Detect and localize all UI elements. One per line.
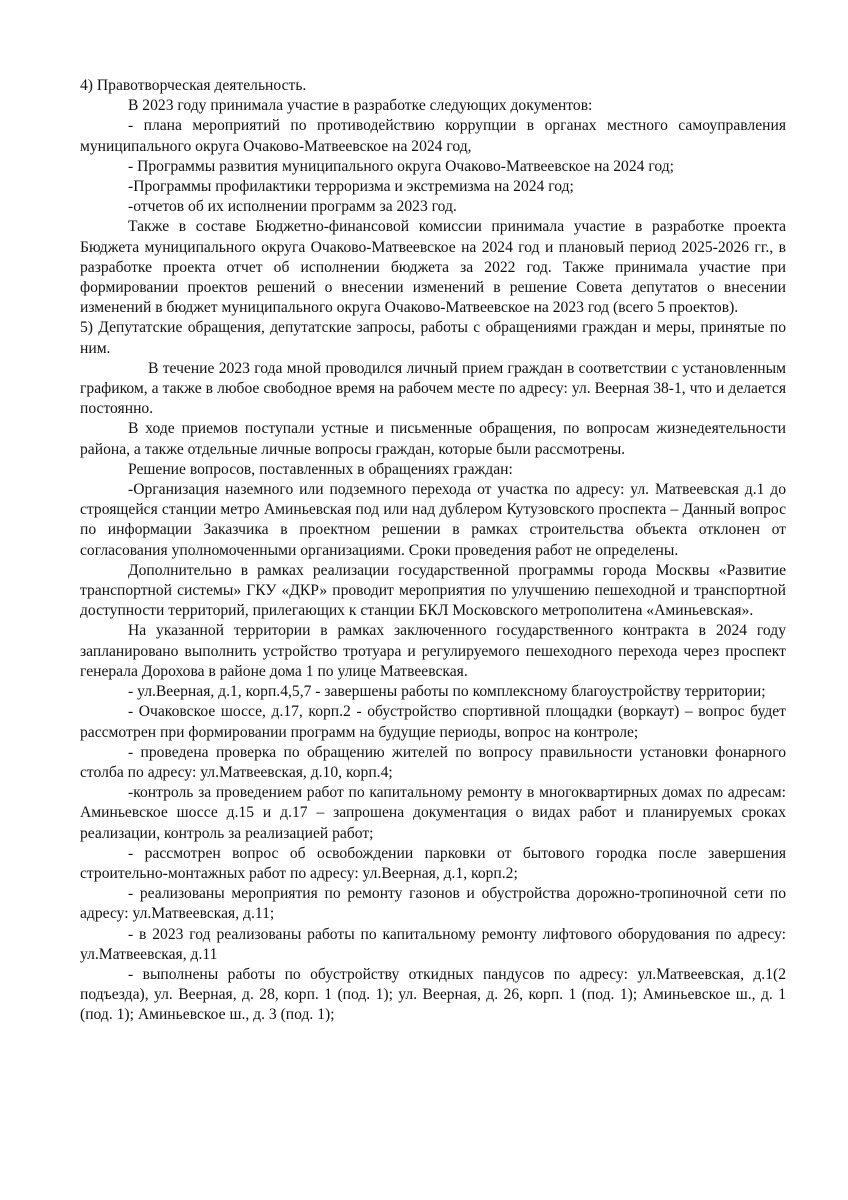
paragraph: На указанной территории в рамках заключенного государственного контракта в 2024 году запланировано выполнить устройство тротуара и регулируемого пешеходного перехода через проспект генерала Дорохова в районе дома 1 по улице Матвеевская. <box>80 622 786 680</box>
list-item: - реализованы мероприятия по ремонту газонов и обустройства дорожно-тропиночной сети по адресу: ул.Матвеевская, д.11; <box>80 885 786 923</box>
list-item: - плана мероприятий по противодействию коррупции в органах местного самоуправления муниципального округа Очаково-Матвеевское на 2024 год, <box>80 117 786 155</box>
list-item: - проведена проверка по обращению жителей по вопросу правильности установки фонарного столба по адресу: ул.Матвеевская, д.10, корп.4; <box>80 743 786 781</box>
section-heading-appeals: 5) Депутатские обращения, депутатские запросы, работы с обращениями граждан и меры, принятые по ним. <box>80 319 786 357</box>
list-item: -отчетов об их исполнении программ за 2023 год. <box>128 198 457 216</box>
list-item: -контроль за проведением работ по капитальному ремонту в многоквартирных домах по адресам: Аминьевское шоссе д.15 и д.17 – запрошена документация о видах работ и планируемых сроках реализации, контроль за реализацией работ; <box>80 784 786 842</box>
paragraph: В 2023 году принимала участие в разработке следующих документов: <box>128 97 593 115</box>
list-item: - Очаковское шоссе, д.17, корп.2 - обустройство спортивной площадки (воркаут) – вопрос будет рассмотрен при формировании программ на будущие периоды, вопрос на контроле; <box>80 703 786 741</box>
paragraph: Также в составе Бюджетно-финансовой комиссии принимала участие в разработке проекта Бюджета муниципального округа Очаково-Матвеевское на 2024 год и плановый период 2025-2026 гг., в разработке проекта отчет об исполнении бюджета за 2022 год. Также принимала участие при формировании проектов решений о внесении изменений в решение Совета депутатов о внесении изменений в бюджет муниципального округа Очаково-Матвеевское на 2023 год (всего 5 проектов). <box>80 218 786 317</box>
section-heading-lawmaking: 4) Правотворческая деятельность. <box>80 77 307 94</box>
list-item: - выполнены работы по обустройству откидных пандусов по адресу: ул.Матвеевская, д.1(2 подъезда), ул. Веерная, д. 28, корп. 1 (под. 1); ул. Веерная, д. 26, корп. 1 (под. 1); Аминьевское ш., д. 1 (под. 1); Аминьевское ш., д. 3 (под. 1); <box>80 965 786 1024</box>
paragraph: Решение вопросов, поставленных в обращениях граждан: <box>128 460 513 478</box>
list-item: - Программы развития муниципального округа Очаково-Матвеевское на 2024 год; <box>128 157 674 175</box>
document-page <box>80 76 786 1026</box>
paragraph: В течение 2023 года мной проводился личный прием граждан в соответствии с установленным графиком, а также в любое свободное время на рабочем месте по адресу: ул. Веерная 38-1, что и делается постоянно. <box>80 359 786 418</box>
list-item: - рассмотрен вопрос об освобождении парковки от бытового городка после завершения строительно-монтажных работ по адресу: ул.Веерная, д.1, корп.2; <box>80 844 786 882</box>
list-item: -Программы профилактики терроризма и экстремизма на 2024 год; <box>128 178 574 196</box>
list-item: -Организация наземного или подземного перехода от участка по адресу: ул. Матвеевская д.1 до строящейся станции метро Аминьевская под или над дублером Кутузовского проспекта – Данный вопрос по информации Заказчика в проектном решении в рамках строительства объекта отклонен от согласования уполномоченными организациями. Сроки проведения работ не определены. <box>80 481 786 559</box>
list-item: - ул.Веерная, д.1, корп.4,5,7 - завершены работы по комплексному благоустройству территории; <box>128 683 766 701</box>
paragraph: Дополнительно в рамках реализации государственной программы города Москвы «Развитие транспортной системы» ГКУ «ДКР» проводит мероприятия по улучшению пешеходной и транспортной доступности территорий, прилегающих к станции БКЛ Московского метрополитена «Аминьевская». <box>80 561 786 620</box>
list-item: - в 2023 год реализованы работы по капитальному ремонту лифтового оборудования по адресу: ул.Матвеевская, д.11 <box>80 925 786 963</box>
paragraph: В ходе приемов поступали устные и письменные обращения, по вопросам жизнедеятельности района, а также отдельные личные вопросы граждан, которые были рассмотрены. <box>80 420 786 458</box>
